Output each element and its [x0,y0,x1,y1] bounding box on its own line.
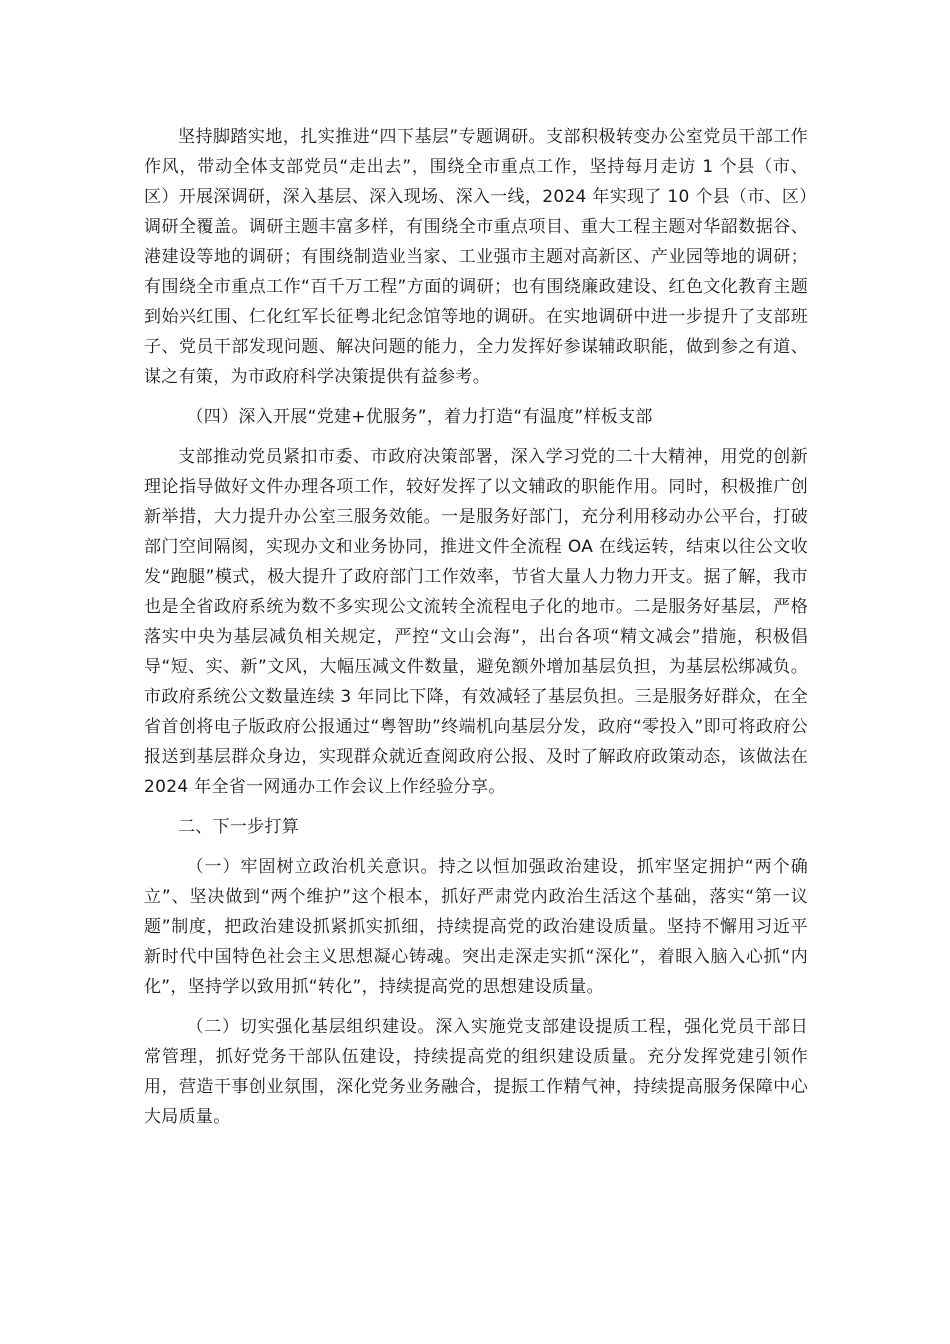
section-title-next-steps: 二、下一步打算 [178,817,300,837]
heading-party-building-service: （四）深入开展“党建+优服务”，着力打造“有温度”样板支部 [186,407,653,427]
paragraph-service-efficiency: 支部推动党员紧扣市委、市政府决策部署，深入学习党的二十大精神，用党的创新理论指导做好文件办理各项工作，较好发挥了以文辅政的职能作用。同时，积极推广创新举措，大力提升办公室三服务效能。一是服务好部门，充分利用移动办公平台，打破部门空间隔阂，实现办文和业务协同，推进文件全流程 OA 在线运转，结束以往公文收发“跑腿”模式，极大提升了政府部门工作效率，节省大量人力物力开支。据了解，我市也是全省政府系统为数不多实现公文流转全流程电子化的地市。二是服务好基层，严格落实中央为基层减负相关规定，严控“文山会海”，出台各项“精文减会”措施，积极倡导“短、实、新”文风，大幅压减文件数量，避免额外增加基层负担，为基层松绑减负。市政府系统公文数量连续 3 年同比下降，有效减轻了基层负担。三是服务好群众，在全省首创将电子版政府公报通过“粤智助”终端机向基层分发，政府“零投入”即可将政府公报送到基层群众身边，实现群众就近查阅政府公报、及时了解政府政策动态，该做法在 2024 年全省一网通办工作会议上作经验分享。 [144,447,808,797]
document-page [144,122,808,1142]
paragraph-grassroots-organization: （二）切实强化基层组织建设。深入实施党支部建设提质工程，强化党员干部日常管理，抓好党务干部队伍建设，持续提高党的组织建设质量。充分发挥党建引领作用，营造干事创业氛围，深化党务业务融合，提振工作精气神，持续提高服务保障中心大局质量。 [144,1017,808,1127]
paragraph-grassroots-research: 坚持脚踏实地，扎实推进“四下基层”专题调研。支部积极转变办公室党员干部工作作风，带动全体支部党员“走出去”，围绕全市重点工作，坚持每月走访 1 个县（市、区）开展深调研，深入基层、深入现场、深入一线，2024 年实现了 10 个县（市、区）调研全覆盖。调研主题丰富多样，有围绕全市重点项目、重大工程主题对华韶数据谷、港建设等地的调研；有围绕制造业当家、工业强市主题对高新区、产业园等地的调研；有围绕全市重点工作“百千万工程”方面的调研；也有围绕廉政建设、红色文化教育主题到始兴红围、仁化红军长征粤北纪念馆等地的调研。在实地调研中进一步提升了支部班子、党员干部发现问题、解决问题的能力，全力发挥好参谋辅政职能，做到参之有道、谋之有策，为市政府科学决策提供有益参考。 [144,127,808,387]
paragraph-political-awareness: （一）牢固树立政治机关意识。持之以恒加强政治建设，抓牢坚定拥护“两个确立”、坚决做到“两个维护”这个根本，抓好严肃党内政治生活这个基础，落实“第一议题”制度，把政治建设抓紧抓实抓细，持续提高党的政治建设质量。坚持不懈用习近平新时代中国特色社会主义思想凝心铸魂。突出走深走实抓“深化”，着眼入脑入心抓“内化”，坚持学以致用抓“转化”，持续提高党的思想建设质量。 [144,857,808,997]
